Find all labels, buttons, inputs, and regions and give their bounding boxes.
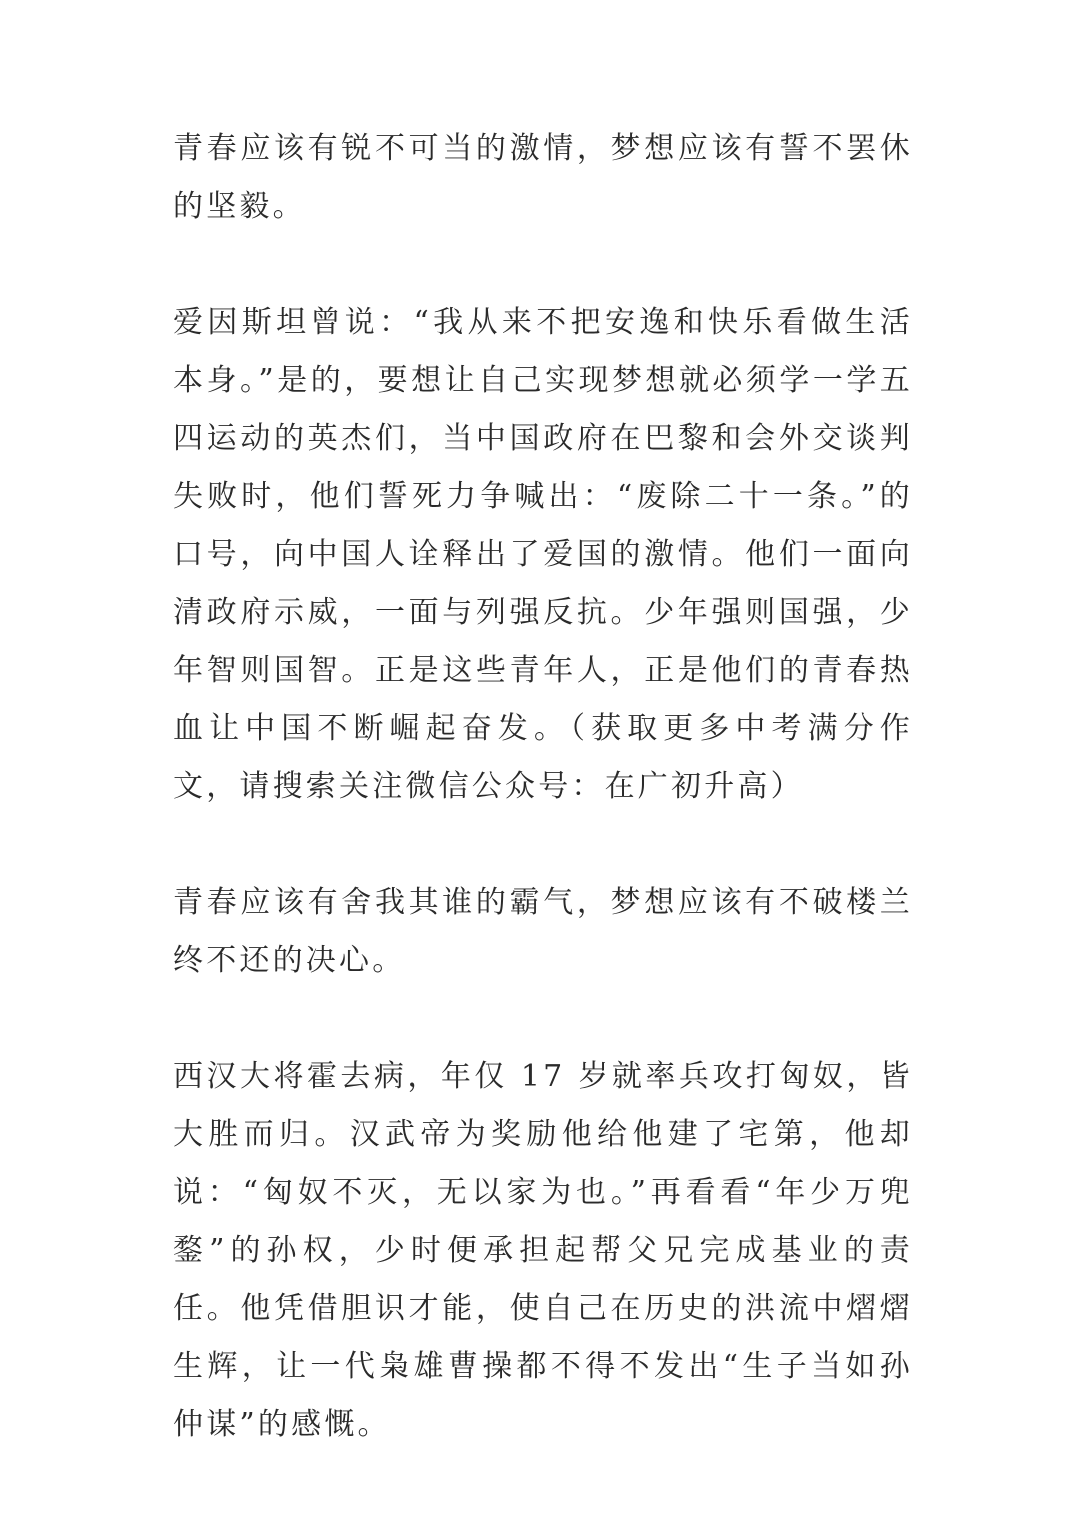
- paragraph-youth-ambition: 青春应该有舍我其谁的霸气，梦想应该有不破楼兰终不还的决心。: [173, 885, 913, 978]
- paragraph-spacer: [173, 816, 913, 874]
- paragraph-huo-qubing: 西汉大将霍去病，年仅 17 岁就率兵攻打匈奴，皆大胜而归。汉武帝为奖励他给他建了宅第，他却说：“匈奴不灭，无以家为也。”再看看“年少万兜鍪”的孙权，少时便承担起帮父兄完成基业的责任。他凭借胆识才能，使自己在历史的洪流中熠熠生辉，让一代枭雄曹操都不得不发出“生子当如孙仲谋”的感慨。: [173, 1059, 913, 1442]
- paragraph-may-fourth: 爱因斯坦曾说：“我从来不把安逸和快乐看做生活本身。”是的，要想让自己实现梦想就必须学一学五四运动的英杰们，当中国政府在巴黎和会外交谈判失败时，他们誓死力争喊出：“废除二十一条。”的口号，向中国人诠释出了爱国的激情。他们一面向清政府示威，一面与列强反抗。少年强则国强，少年智则国智。正是这些青年人，正是他们的青春热血让中国不断崛起奋发。（获取更多中考满分作文，请搜索关注微信公众号：在广初升高）: [173, 305, 913, 804]
- paragraph-youth-passion: 青春应该有锐不可当的激情，梦想应该有誓不罢休的坚毅。: [173, 131, 913, 224]
- article-body: [173, 120, 913, 1454]
- paragraph-spacer: [173, 990, 913, 1048]
- paragraph-spacer: [173, 236, 913, 294]
